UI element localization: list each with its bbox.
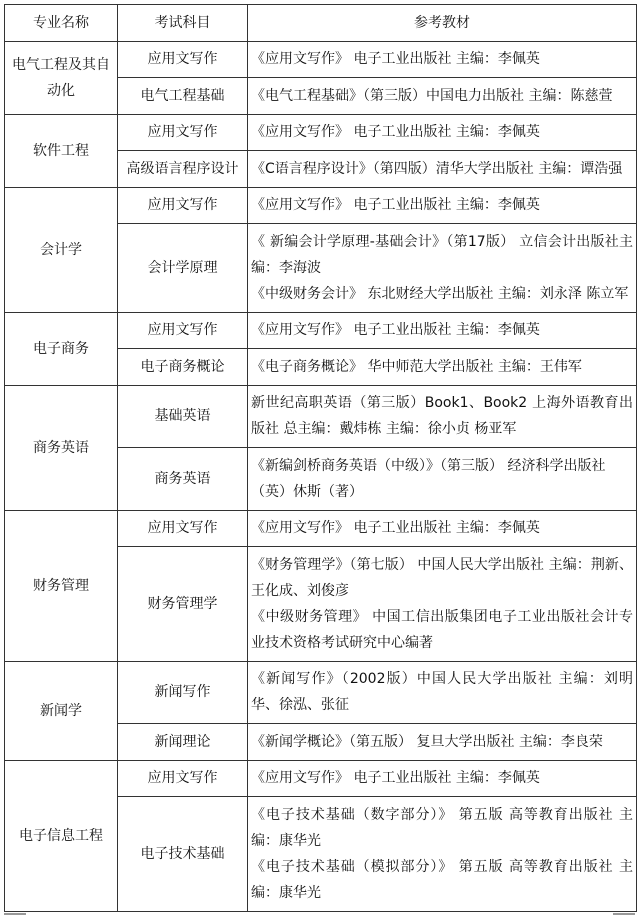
textbook-entry: 《应用文写作》 电子工业出版社 主编：李佩英	[251, 124, 540, 141]
exam-subject-cell: 商务英语	[118, 448, 248, 511]
textbook-entry: 《应用文写作》 电子工业出版社 主编：李佩英	[251, 322, 540, 339]
major-name-cell: 新闻学	[5, 661, 118, 760]
major-name-cell: 财务管理	[5, 510, 118, 661]
textbook-cell	[248, 187, 637, 224]
table-row	[5, 187, 637, 224]
textbook-cell	[248, 312, 637, 349]
textbook-entry: 《新编剑桥商务英语（中级）》（第三版） 经济科学出版社	[251, 457, 606, 474]
major-name-cell: 电子商务	[5, 312, 118, 385]
textbook-cell	[248, 151, 637, 188]
table-row	[5, 312, 637, 349]
textbook-cell	[248, 41, 637, 78]
exam-subject-cell: 应用文写作	[118, 114, 248, 151]
textbook-entry: 《财务管理学》（第七版） 中国人民大学出版社 主编：荆新、王化成、刘俊彦	[251, 556, 633, 599]
textbook-cell	[248, 114, 637, 151]
table-row	[5, 661, 637, 724]
table-row	[5, 510, 637, 547]
textbook-entry: 《电子商务概论》 华中师范大学出版社 主编：王伟军	[251, 358, 582, 375]
major-name-cell: 会计学	[5, 187, 118, 312]
textbook-entry: 《应用文写作》 电子工业出版社 主编：李佩英	[251, 770, 540, 787]
major-name-cell: 软件工程	[5, 114, 118, 187]
header-subject: 考试科目	[118, 5, 248, 42]
textbook-cell	[248, 78, 637, 115]
textbook-cell	[248, 224, 637, 313]
page-bottom-marks	[0, 913, 643, 921]
exam-subject-cell: 应用文写作	[118, 760, 248, 797]
header-major: 专业名称	[5, 5, 118, 42]
exam-subject-cell: 应用文写作	[118, 41, 248, 78]
textbook-entry: 《电子技术基础（数字部分）》 第五版 高等教育出版社 主编：康华光	[251, 807, 633, 849]
textbook-cell	[248, 448, 637, 511]
textbook-cell	[248, 510, 637, 547]
header-textbook: 参考教材	[248, 5, 637, 42]
exam-textbook-table-container	[4, 4, 636, 912]
textbook-entry: 《中级财务会计》 东北财经大学出版社 主编：刘永泽 陈立军	[251, 285, 629, 302]
textbook-entry: 《电气工程基础》（第三版）中国电力出版社 主编：陈慈萱	[251, 87, 613, 104]
textbook-cell	[248, 724, 637, 761]
major-name-cell: 电气工程及其自动化	[5, 41, 118, 114]
textbook-cell	[248, 349, 637, 386]
textbook-cell	[248, 661, 637, 724]
textbook-entry: 《中级财务管理》 中国工信出版集团电子工业出版社会计专业技术资格考试研究中心编著	[251, 608, 633, 651]
textbook-entry: 《电子技术基础（模拟部分）》 第五版 高等教育出版社 主编：康华光	[251, 859, 633, 901]
textbook-entry: 《新闻写作》（2002版）中国人民大学出版社 主编：刘明华、徐泓、张征	[251, 671, 633, 714]
exam-subject-cell: 财务管理学	[118, 547, 248, 662]
textbook-entry: 《新闻学概论》（第五版） 复旦大学出版社 主编：李良荣	[251, 733, 603, 750]
table-row	[5, 385, 637, 448]
table-row	[5, 41, 637, 78]
textbook-entry: 《C语言程序设计》（第四版）清华大学出版社 主编：谭浩强	[251, 160, 623, 177]
exam-subject-cell: 应用文写作	[118, 312, 248, 349]
exam-subject-cell: 高级语言程序设计	[118, 151, 248, 188]
exam-subject-cell: 会计学原理	[118, 224, 248, 313]
textbook-cell	[248, 797, 637, 912]
textbook-cell	[248, 760, 637, 797]
exam-subject-cell: 应用文写作	[118, 510, 248, 547]
textbook-entry: 《应用文写作》 电子工业出版社 主编：李佩英	[251, 51, 540, 68]
major-name-cell: 商务英语	[5, 385, 118, 510]
exam-subject-cell: 电气工程基础	[118, 78, 248, 115]
exam-subject-cell: 基础英语	[118, 385, 248, 448]
major-name-cell: 电子信息工程	[5, 760, 118, 911]
textbook-cell	[248, 547, 637, 662]
bottom-mark-left	[4, 913, 26, 915]
textbook-entry: 《 新编会计学原理-基础会计》（第17版） 立信会计出版社主编：李海波	[251, 233, 633, 276]
textbook-cell	[248, 385, 637, 448]
textbook-entry: 《应用文写作》 电子工业出版社 主编：李佩英	[251, 197, 540, 214]
textbook-entry: （英）休斯（著）	[251, 483, 363, 500]
exam-subject-cell: 应用文写作	[118, 187, 248, 224]
table-row	[5, 760, 637, 797]
exam-subject-cell: 新闻理论	[118, 724, 248, 761]
exam-textbook-table	[4, 4, 637, 912]
exam-subject-cell: 电子技术基础	[118, 797, 248, 912]
table-header-row	[5, 5, 637, 42]
textbook-entry: 新世纪高职英语（第三版）Book1、Book2 上海外语教育出版社 总主编：戴炜栋 主编：徐小贞 杨亚军	[251, 395, 633, 438]
bottom-mark-right	[613, 913, 635, 915]
textbook-entry: 《应用文写作》 电子工业出版社 主编：李佩英	[251, 520, 540, 537]
table-row	[5, 114, 637, 151]
exam-subject-cell: 新闻写作	[118, 661, 248, 724]
exam-subject-cell: 电子商务概论	[118, 349, 248, 386]
